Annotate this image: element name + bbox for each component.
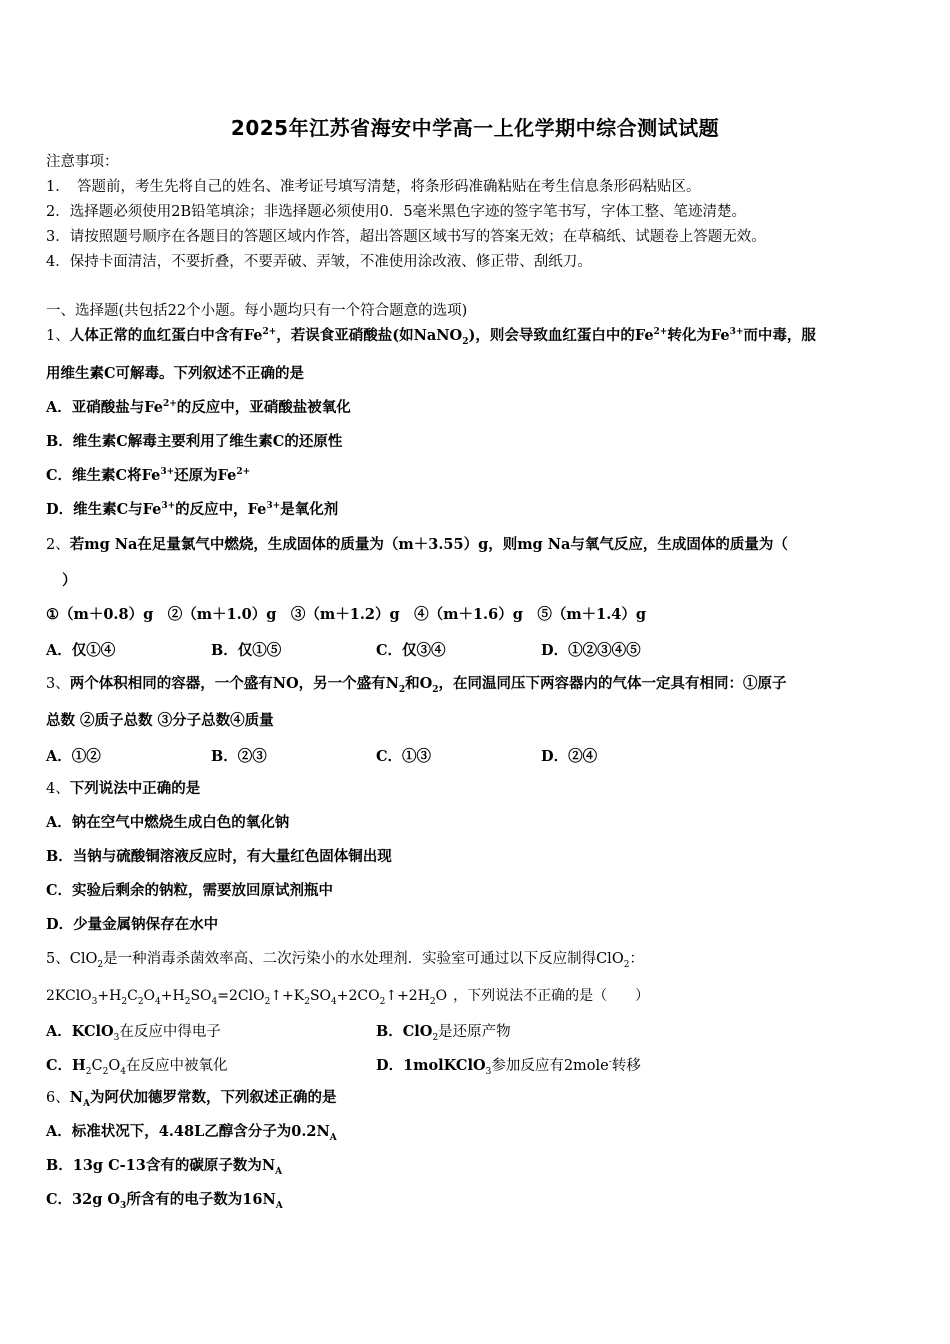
notice-heading: 注意事项：: [46, 154, 119, 170]
question-number: 3、: [46, 676, 70, 692]
question-number: 2、: [46, 537, 70, 553]
question-2-choices: ①（m＋0.8）g ②（m＋1.0）g ③（m＋1.2）g ④（m＋1.6）g ⑤（m＋1.4）g: [46, 606, 647, 623]
question-5-stem: 5、ClO$_2$是一种消毒杀菌效率高、二次污染小的水处理剂．实验室可通过以下反应制得ClO$_2$：: [46, 951, 644, 970]
question-4-stem: 4、下列说法中正确的是: [46, 780, 201, 797]
question-number: 1、: [46, 328, 70, 344]
question-number: 4、: [46, 781, 70, 797]
question-6-option-b: B．13g C-13含有的碳原子数为$N_A$: [46, 1157, 283, 1177]
question-3-option-b: B．②③: [211, 748, 267, 765]
question-2-option-a: A．仅①④: [46, 642, 116, 659]
notice-item-3: 3．请按照题号顺序在各题目的答题区域内作答，超出答题区域书写的答案无效；在草稿纸、试题卷上答题无效。: [46, 229, 766, 245]
question-6-option-c: C．32g $O_3$所含有的电子数为$16N_A$: [46, 1191, 283, 1211]
question-5-equation: $2KClO_3+H_2C_2O_4+H_2SO_4=2ClO_2↑+K_2SO_4+2CO_2↑+2H_2O$ ，下列说法不正确的是（ ）: [46, 988, 650, 1007]
question-1-option-a: A．亚硝酸盐与$Fe^{2+}$的反应中，亚硝酸盐被氧化: [46, 399, 351, 416]
question-number: 5、: [46, 951, 70, 967]
question-number: 6、: [46, 1090, 70, 1106]
notice-item-1: 1． 答题前，考生先将自己的姓名、准考证号填写清楚，将条形码准确粘贴在考生信息条形码粘贴区。: [46, 179, 701, 195]
question-5-option-b: B．ClO$_2$是还原产物: [376, 1023, 511, 1043]
question-2-option-d: D．①②③④⑤: [541, 642, 641, 659]
question-2-stem: 2、若mg Na在足量氯气中燃烧，生成固体的质量为（m＋3.55）g，则mg Na与氧气反应，生成固体的质量为（: [46, 536, 788, 553]
question-1-option-d: D．维生素C与$Fe^{3+}$的反应中，$Fe^{3+}$是氧化剂: [46, 501, 339, 518]
question-1-stem: 1、人体正常的血红蛋白中含有$Fe^{2+}$，若误食亚硝酸盐(如NaNO$_2$)，则会导致血红蛋白中的$Fe^{2+}$转化为$Fe^{3+}$而中毒，服: [46, 327, 816, 347]
question-5-option-c: C．$H_2C_2O_4$在反应中被氧化: [46, 1057, 228, 1077]
question-3-option-c: C．①③: [376, 748, 432, 765]
question-5-option-a: A．KClO$_3$在反应中得电子: [46, 1023, 221, 1043]
notice-item-4: 4．保持卡面清洁，不要折叠，不要弄破、弄皱，不准使用涂改液、修正带、刮纸刀。: [46, 254, 592, 270]
notice-item-2: 2．选择题必须使用2B铅笔填涂；非选择题必须使用0．5毫米黑色字迹的签字笔书写，字体工整、笔迹清楚。: [46, 204, 747, 220]
page-title: 2025年江苏省海安中学高一上化学期中综合测试试题: [230, 116, 720, 140]
question-3-option-a: A．①②: [46, 748, 101, 765]
question-1-stem-line2: 用维生素C可解毒。下列叙述不正确的是: [46, 365, 305, 382]
question-4-option-c: C．实验后剩余的钠粒，需要放回原试剂瓶中: [46, 882, 334, 899]
question-6-option-a: A．标准状况下，4.48L乙醇含分子为$0.2N_A$: [46, 1123, 337, 1143]
question-5-option-d: D．1molKClO$_3$参加反应有2mole-转移: [376, 1057, 641, 1077]
question-3-stem-line2: 总数 ②质子总数 ③分子总数④质量: [46, 712, 274, 729]
question-3-stem: 3、两个体积相同的容器，一个盛有NO，另一个盛有$N_2$和$O_2$，在同温同压下两容器内的气体一定具有相同：①原子: [46, 675, 787, 695]
question-3-option-d: D．②④: [541, 748, 598, 765]
question-4-option-d: D．少量金属钠保存在水中: [46, 916, 219, 933]
question-1-option-c: C．维生素C将$Fe^{3+}$还原为$Fe^{2+}$: [46, 467, 251, 484]
question-2-close-paren: ）: [62, 572, 77, 589]
question-1-option-b: B．维生素C解毒主要利用了维生素C的还原性: [46, 433, 343, 450]
question-4-option-b: B．当钠与硫酸铜溶液反应时，有大量红色固体铜出现: [46, 848, 392, 865]
question-4-option-a: A．钠在空气中燃烧生成白色的氧化钠: [46, 814, 290, 831]
question-6-stem: 6、$N_A$为阿伏加德罗常数，下列叙述正确的是: [46, 1089, 337, 1109]
question-2-option-b: B．仅①⑤: [211, 642, 282, 659]
question-2-option-c: C．仅③④: [376, 642, 446, 659]
section-heading: 一、选择题(共包括22个小题。每小题均只有一个符合题意的选项): [46, 303, 468, 319]
